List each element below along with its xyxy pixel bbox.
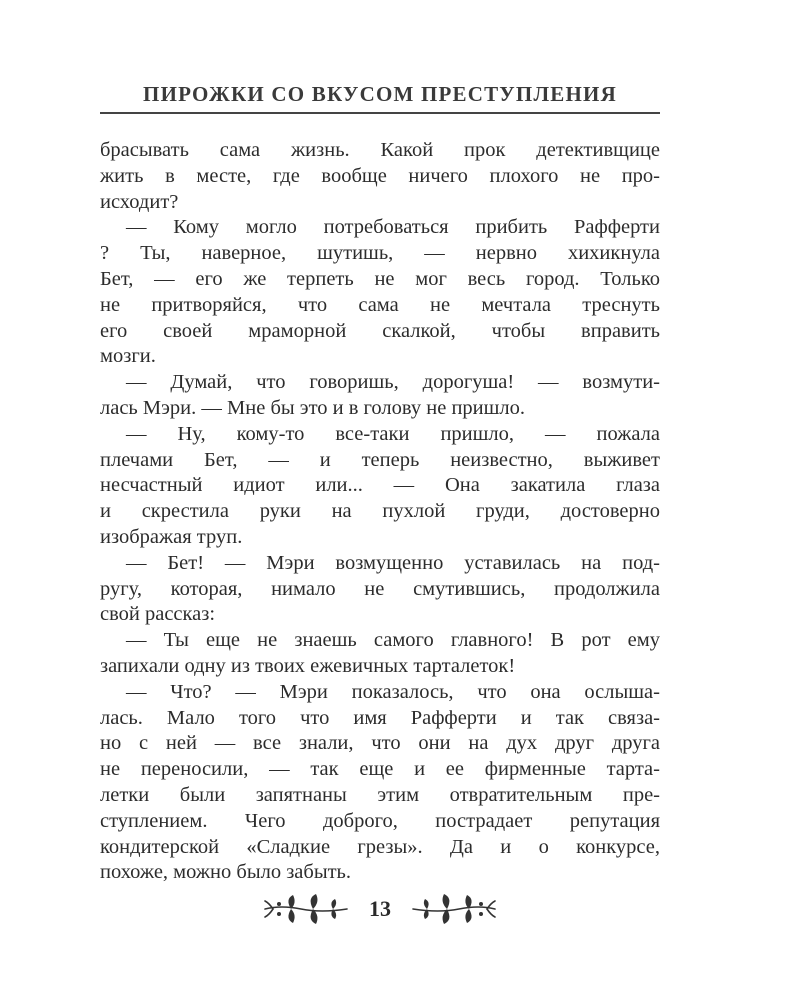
text-line: ? Ты, наверное, шутишь, — нервно хихикнула <box>100 242 660 265</box>
text-line: ругу, которая, нимало не смутившись, продолжила <box>100 577 660 600</box>
leaf-ornament-right-icon <box>409 889 499 929</box>
text-line: лась Мэри. — Мне бы это и в голову не пришло. <box>100 396 526 419</box>
text-line: свой рассказ: <box>100 603 216 626</box>
text-line: Бет, — его же терпеть не мог весь город. Только <box>100 267 660 290</box>
text-line: его своей мраморной скалкой, чтобы вправить <box>100 319 660 342</box>
text-line: летки были запятнаны этим отвратительным пре- <box>100 783 660 806</box>
text-line: — Думай, что говоришь, дорогуша! — возмути- <box>126 371 660 394</box>
text-line: — Ты еще не знаешь самого главного! В рот ему <box>126 629 660 652</box>
text-line: — Бет! — Мэри возмущенно уставилась на под- <box>126 551 660 574</box>
text-line: и скрестила руки на пухлой груди, достоверно <box>100 500 660 523</box>
text-line: кондитерской «Сладкие грезы». Да и о конкурсе, <box>100 835 660 858</box>
text-line: не притворяйся, что сама не мечтала треснуть <box>100 293 660 316</box>
text-line: жить в месте, где вообще ничего плохого не про- <box>100 164 660 187</box>
text-line: исходит? <box>100 190 179 213</box>
text-line: несчастный идиот или... — Она закатила глаза <box>100 474 660 497</box>
text-line: не переносили, — так еще и ее фирменные тарта- <box>100 758 660 781</box>
text-line: — Что? — Мэри показалось, что она ослыша- <box>126 680 660 703</box>
page-footer <box>250 884 510 934</box>
text-line: но с ней — все знали, что они на дух друг друга <box>100 732 660 755</box>
text-line: мозги. <box>100 345 156 368</box>
page-body <box>100 138 660 886</box>
page-number: 13 <box>369 896 391 921</box>
text-line: похоже, можно было забыть. <box>100 861 352 884</box>
running-title: ПИРОЖКИ СО ВКУСОМ ПРЕСТУПЛЕНИЯ <box>143 82 617 106</box>
text-line: брасывать сама жизнь. Какой прок детективщице <box>100 139 660 161</box>
text-line: ступлением. Чего доброго, пострадает репутация <box>100 809 660 832</box>
text-line: запихали одну из твоих ежевичных тарталеток! <box>100 654 516 677</box>
leaf-ornament-left-icon <box>261 889 351 929</box>
text-line: плечами Бет, — и теперь неизвестно, выживет <box>100 448 660 471</box>
text-line: изображая труп. <box>100 525 243 548</box>
text-line: лась. Мало того что имя Рафферти и так связа- <box>100 706 660 729</box>
header-rule <box>100 112 660 114</box>
text-line: — Кому могло потребоваться прибить Рафферти <box>126 216 660 239</box>
text-line: — Ну, кому-то все-таки пришло, — пожала <box>126 422 660 445</box>
